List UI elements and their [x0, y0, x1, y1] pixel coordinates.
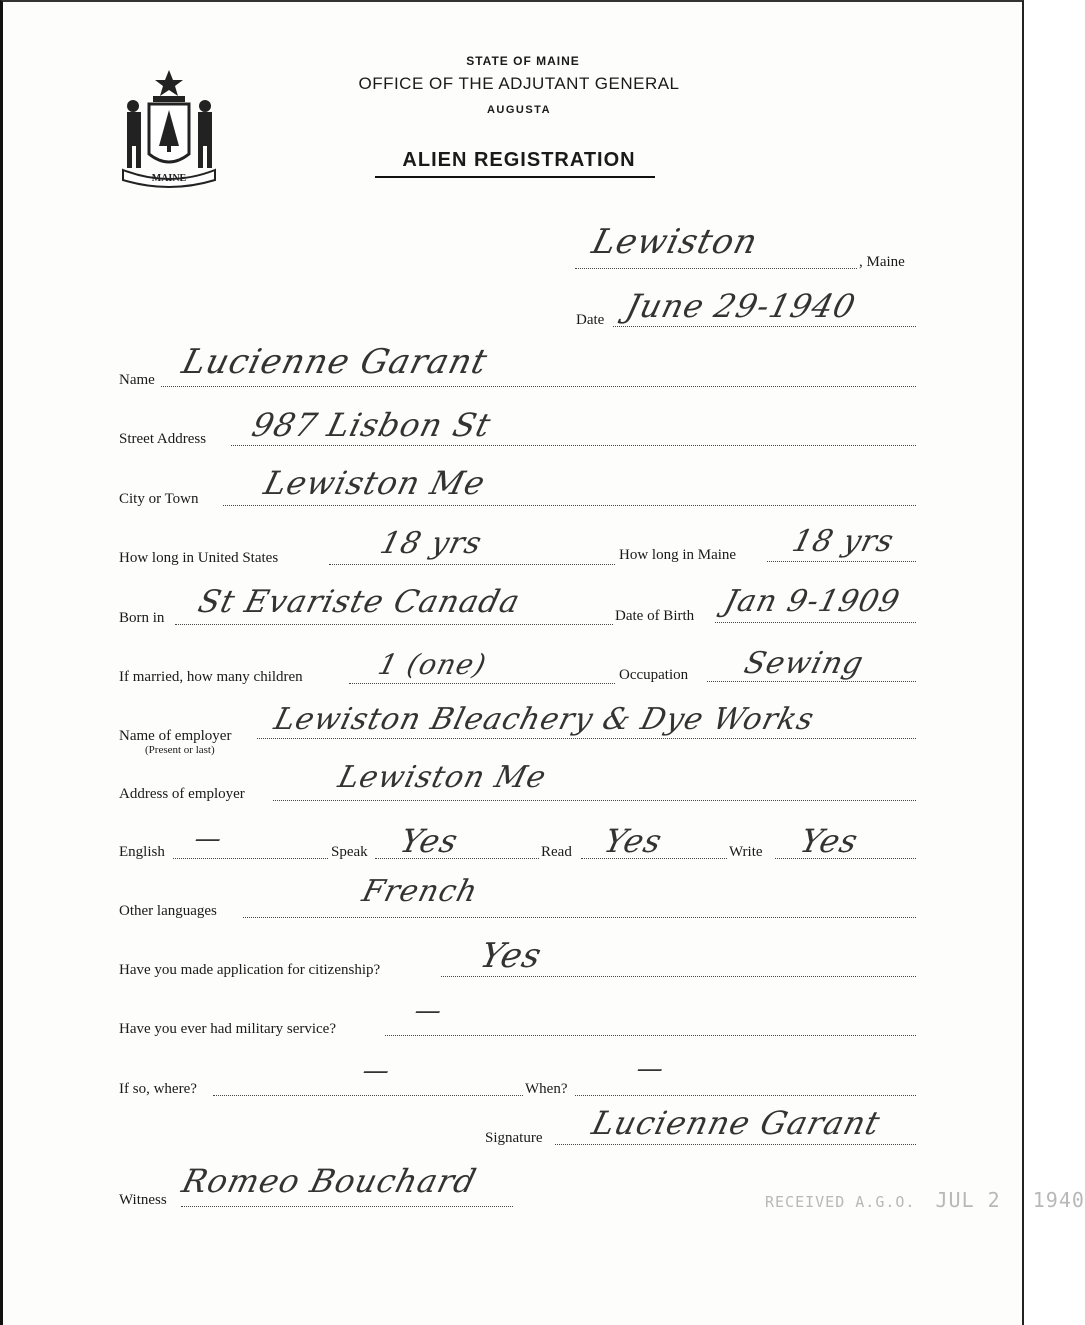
employer-sublabel: (Present or last): [145, 744, 215, 756]
place-suffix: , Maine: [859, 254, 905, 270]
where-value[interactable]: —: [359, 1056, 394, 1086]
city-value[interactable]: Lewiston Me: [260, 464, 490, 502]
witness-line: [181, 1206, 513, 1207]
stamp-date: JUL 2: [935, 1188, 1001, 1212]
name-line: [161, 386, 916, 387]
employer-address-label: Address of employer: [119, 786, 245, 802]
children-line: [349, 683, 615, 684]
where-label: If so, where?: [119, 1081, 197, 1097]
date-value: June 29-1940: [622, 287, 860, 325]
speak-label: Speak: [331, 844, 368, 860]
dob-label: Date of Birth: [615, 608, 695, 624]
occupation-value[interactable]: Sewing: [740, 646, 868, 681]
street-line: [231, 445, 916, 446]
where-line: [213, 1095, 523, 1096]
signature-value[interactable]: Lucienne Garant: [588, 1104, 885, 1142]
when-line: [575, 1095, 916, 1096]
date-line: [613, 326, 916, 327]
other-languages-label: Other languages: [119, 903, 217, 919]
read-value[interactable]: Yes: [600, 822, 667, 860]
place-value: Lewiston: [588, 222, 763, 262]
employer-label: Name of employer: [119, 728, 232, 744]
signature-line: [555, 1144, 916, 1145]
us-years-line: [329, 564, 615, 565]
when-label: When?: [525, 1081, 568, 1097]
street-value[interactable]: 987 Lisbon St: [248, 406, 496, 444]
signature-label: Signature: [485, 1130, 543, 1146]
employer-line: [257, 738, 916, 739]
maine-years-line: [767, 561, 916, 562]
city-heading: AUGUSTA: [486, 104, 552, 116]
speak-value[interactable]: Yes: [396, 822, 463, 860]
english-label: English: [119, 844, 165, 860]
seal-banner-text: MAINE: [151, 173, 187, 184]
dob-value[interactable]: Jan 9-1909: [720, 584, 904, 619]
witness-label: Witness: [119, 1192, 167, 1208]
date-label: Date: [576, 312, 605, 328]
stamp-received: RECEIVED A.G.O.: [765, 1193, 916, 1211]
name-label: Name: [119, 372, 155, 388]
english-line: [173, 858, 328, 859]
witness-value[interactable]: Romeo Bouchard: [178, 1162, 481, 1200]
citizenship-value[interactable]: Yes: [476, 936, 547, 976]
office-heading: OFFICE OF THE ADJUTANT GENERAL: [358, 74, 680, 93]
born-label: Born in: [119, 610, 165, 626]
read-label: Read: [541, 844, 572, 860]
employer-address-line: [273, 800, 916, 801]
occupation-line: [707, 681, 916, 682]
received-stamp: [765, 1188, 1085, 1212]
city-line: [223, 505, 916, 506]
us-years-value[interactable]: 18 yrs: [376, 526, 486, 561]
military-value[interactable]: —: [411, 996, 446, 1026]
employer-address-value[interactable]: Lewiston Me: [334, 760, 551, 795]
title-underline: [375, 176, 655, 178]
military-label: Have you ever had military service?: [119, 1021, 336, 1037]
when-value[interactable]: —: [633, 1054, 668, 1084]
other-languages-line: [243, 917, 916, 918]
write-label: Write: [729, 844, 763, 860]
occupation-label: Occupation: [619, 667, 689, 683]
born-value[interactable]: St Evariste Canada: [194, 584, 524, 620]
street-label: Street Address: [119, 431, 207, 447]
form-title: ALIEN REGISTRATION: [402, 149, 636, 171]
other-languages-value[interactable]: French: [358, 874, 482, 909]
employer-value[interactable]: Lewiston Bleachery & Dye Works: [270, 702, 818, 737]
citizenship-line: [441, 976, 916, 977]
born-line: [175, 624, 613, 625]
citizenship-label: Have you made application for citizenship?: [119, 962, 381, 978]
write-value[interactable]: Yes: [796, 822, 863, 860]
place-line: [575, 268, 857, 269]
city-label: City or Town: [119, 491, 199, 507]
us-years-label: How long in United States: [119, 550, 279, 566]
children-value[interactable]: 1 (one): [374, 648, 491, 681]
military-line: [385, 1035, 916, 1036]
maine-years-label: How long in Maine: [619, 547, 737, 563]
state-heading: STATE OF MAINE: [466, 54, 580, 68]
dob-line: [715, 622, 916, 623]
name-value[interactable]: Lucienne Garant: [178, 342, 492, 382]
english-value[interactable]: —: [191, 824, 226, 854]
children-label: If married, how many children: [119, 669, 303, 685]
maine-years-value[interactable]: 18 yrs: [788, 524, 898, 559]
stamp-year: 1940: [1032, 1188, 1085, 1212]
